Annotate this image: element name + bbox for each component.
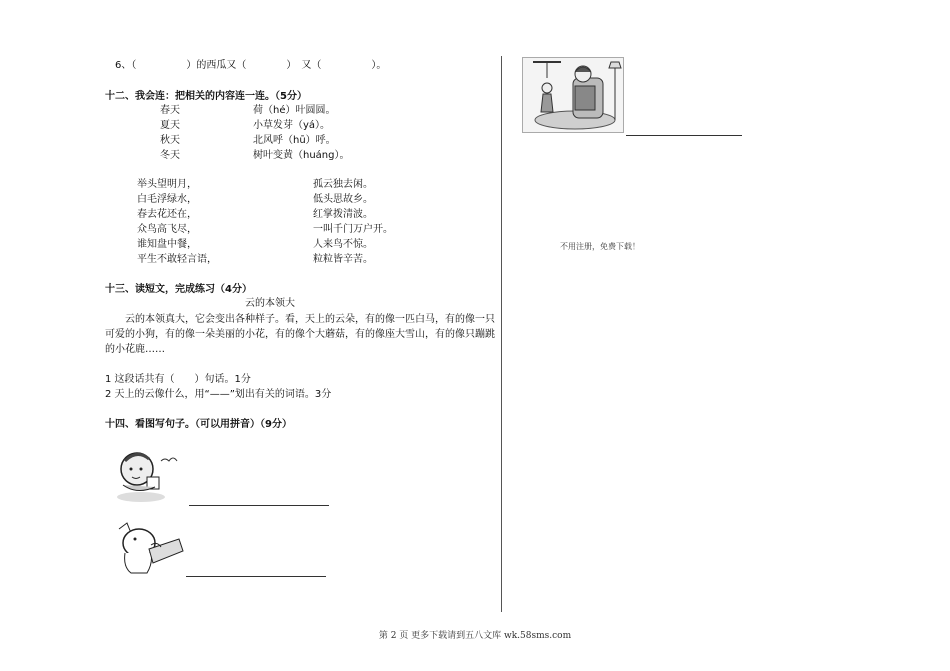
season-item: 冬天 — [160, 150, 180, 161]
poem-right-line: 粒粒皆辛苦。 — [313, 254, 373, 265]
grandma-child-picture — [522, 57, 624, 133]
section-14-heading: 十四、看图写句子。（可以用拼音）（9分） — [105, 419, 292, 430]
poem-left-line: 众鸟高飞尽， — [137, 224, 197, 235]
season-item: 春天 — [160, 105, 180, 116]
poem-left-line: 白毛浮绿水， — [137, 194, 197, 205]
poem-left-line: 谁知盘中餐， — [137, 239, 197, 250]
season-item: 夏天 — [160, 120, 180, 131]
question-6: 6、（ ）的西瓜又（ ） 又（ ）。 — [115, 60, 387, 71]
phrase-item: 树叶变黄（huáng）。 — [253, 150, 350, 161]
section-12-heading: 十二、我会连：把相关的内容连一连。（5分） — [105, 91, 307, 102]
poem-right-line: 低头思故乡。 — [313, 194, 373, 205]
answer-line[interactable] — [626, 135, 742, 136]
phrase-item: 北风呼（hū）呼。 — [253, 135, 336, 146]
dog-bowl-picture — [113, 519, 185, 577]
child-drinking-picture — [111, 447, 183, 503]
poem-right-line: 孤云独去闲。 — [313, 179, 373, 190]
column-divider — [501, 56, 502, 612]
poem-right-line: 红掌拨清波。 — [313, 209, 373, 220]
poem-left-line: 春去花还在， — [137, 209, 197, 220]
season-item: 秋天 — [160, 135, 180, 146]
question-2: 2 天上的云像什么，用“——”划出有关的词语。3分 — [105, 389, 332, 400]
question-1: 1 这段话共有（ ）句话。1分 — [105, 374, 251, 385]
poem-right-line: 人来鸟不惊。 — [313, 239, 373, 250]
passage-paragraph: 云的本领真大，它会变出各种样子。看，天上的云朵，有的像一匹白马，有的像一只可爱的小狗，有的像一朵美丽的小花，有的像个大蘑菇，有的像座大雪山，有的像只蹦跳的小花鹿…… — [105, 314, 495, 355]
answer-line[interactable] — [189, 505, 329, 506]
section-13-heading: 十三、读短文，完成练习（4分） — [105, 284, 252, 295]
passage-title: 云的本领大 — [245, 298, 295, 309]
phrase-item: 小草发芽（yá）。 — [253, 120, 331, 131]
poem-right-line: 一叫千门万户开。 — [313, 224, 393, 235]
page-footer: 第 2 页 更多下载请到五八文库 wk.58sms.com — [378, 631, 572, 641]
answer-line[interactable] — [186, 576, 326, 577]
download-notice: 不用注册，免费下载！ — [560, 242, 640, 251]
phrase-item: 荷（hé）叶圆圆。 — [253, 105, 336, 116]
poem-left-line: 举头望明月， — [137, 179, 197, 190]
poem-left-line: 平生不敢轻言语， — [137, 254, 217, 265]
